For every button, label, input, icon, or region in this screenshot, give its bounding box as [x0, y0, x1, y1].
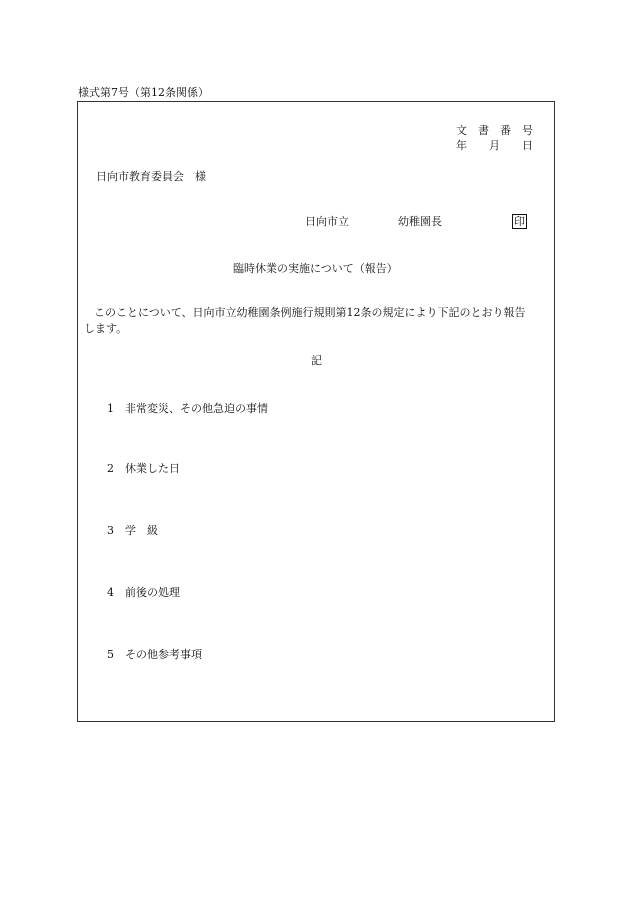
date-label: 年 月 日	[456, 139, 533, 152]
addressee: 日向市教育委員会 様	[96, 170, 206, 183]
item-1: 1 非常変災、その他急迫の事情	[107, 402, 268, 415]
body-text-line-1: このことについて、日向市立幼稚園条例施行規則第12条の規定により下記のとおり報告	[94, 306, 526, 319]
ki-heading: 記	[311, 354, 322, 367]
body-text-line-2: します。	[84, 322, 128, 335]
subject-title: 臨時休業の実施について（報告）	[233, 262, 398, 275]
sender-city: 日向市立	[305, 215, 349, 228]
item-2: 2 休業した日	[107, 462, 180, 475]
document-number-label: 文 書 番 号	[456, 124, 533, 137]
seal-mark: 印	[514, 215, 525, 228]
sender-title: 幼稚園長	[398, 215, 442, 228]
item-5: 5 その他参考事項	[107, 648, 202, 661]
form-number-label: 様式第7号（第12条関係）	[78, 86, 209, 99]
item-3: 3 学 級	[107, 524, 158, 537]
item-4: 4 前後の処理	[107, 586, 180, 599]
